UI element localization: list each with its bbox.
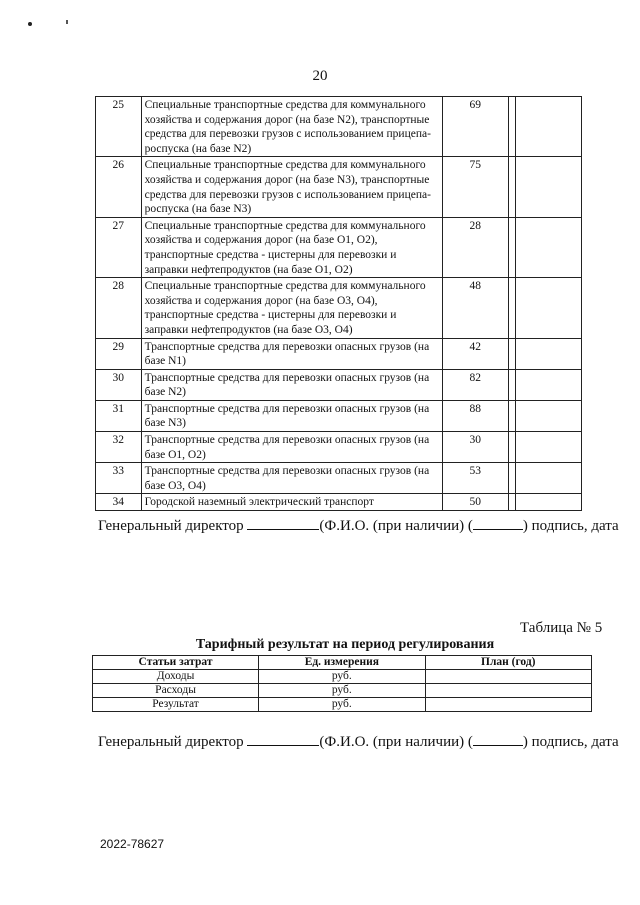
table-row (96, 369, 582, 400)
coefficient-value: 53 (442, 463, 508, 494)
empty-cell (508, 157, 515, 217)
unit-cell: руб. (259, 670, 425, 684)
row-number: 27 (96, 217, 142, 277)
coefficient-value: 82 (442, 369, 508, 400)
cost-item: Доходы (93, 670, 259, 684)
table-row (96, 157, 582, 217)
cost-item: Результат (93, 698, 259, 712)
blank-line (247, 732, 319, 746)
signature-date-label: ) подпись, дата (522, 734, 619, 750)
coefficient-value: 75 (442, 157, 508, 217)
vehicle-category-table (95, 96, 582, 511)
table-title: Тарифный результат на период регулирования (195, 637, 495, 652)
empty-cell (508, 494, 515, 511)
coefficient-value: 69 (442, 97, 508, 157)
empty-cell (515, 97, 581, 157)
empty-cell (515, 338, 581, 369)
page-number: 20 (312, 68, 328, 84)
table-label: Таблица № 5 (520, 620, 603, 636)
empty-cell (515, 494, 581, 511)
empty-cell (508, 400, 515, 431)
column-header: Статьи затрат (93, 656, 259, 670)
scan-mark (66, 20, 68, 24)
empty-cell (515, 369, 581, 400)
vehicle-category: Транспортные средства для перевозки опасных грузов (на базе O3, O4) (141, 463, 442, 494)
empty-cell (515, 400, 581, 431)
empty-cell (508, 369, 515, 400)
unit-cell: руб. (259, 684, 425, 698)
signature-line-1 (98, 516, 619, 535)
signature-date-label: ) подпись, дата (522, 518, 619, 534)
vehicle-category: Транспортные средства для перевозки опасных грузов (на базе N2) (141, 369, 442, 400)
unit-cell: руб. (259, 698, 425, 712)
row-number: 26 (96, 157, 142, 217)
empty-cell (508, 338, 515, 369)
column-header: План (год) (425, 656, 592, 670)
vehicle-category: Специальные транспортные средства для коммунального хозяйства и содержания дорог (на базе O1, O2), транспортные средства - цистерны для перевозки и заправки нефтепродуктов (на базе O1, O2) (141, 217, 442, 277)
empty-cell (515, 157, 581, 217)
plan-cell (425, 698, 592, 712)
coefficient-value: 50 (442, 494, 508, 511)
table-row (93, 698, 592, 712)
vehicle-category: Специальные транспортные средства для коммунального хозяйства и содержания дорог (на базе N3), транспортные средства для перевозки грузов с использованием прицепа-роспуска (на базе N3) (141, 157, 442, 217)
vehicle-category: Транспортные средства для перевозки опасных грузов (на базе O1, O2) (141, 432, 442, 463)
coefficient-value: 30 (442, 432, 508, 463)
coefficient-value: 88 (442, 400, 508, 431)
empty-cell (515, 463, 581, 494)
tariff-result-table (92, 655, 592, 712)
signature-line-2 (98, 732, 619, 751)
empty-cell (508, 97, 515, 157)
table-row (96, 432, 582, 463)
table-row (96, 338, 582, 369)
table-row (96, 463, 582, 494)
row-number: 29 (96, 338, 142, 369)
row-number: 31 (96, 400, 142, 431)
vehicle-category: Транспортные средства для перевозки опасных грузов (на базе N1) (141, 338, 442, 369)
empty-cell (515, 278, 581, 338)
empty-cell (515, 432, 581, 463)
fio-label: (Ф.И.О. (при наличии) ( (319, 518, 473, 534)
document-id: 2022-78627 (100, 837, 165, 851)
vehicle-category: Городской наземный электрический транспорт (141, 494, 442, 511)
director-label: Генеральный директор (98, 518, 244, 534)
empty-cell (508, 217, 515, 277)
row-number: 34 (96, 494, 142, 511)
blank-line (473, 732, 523, 746)
row-number: 32 (96, 432, 142, 463)
plan-cell (425, 670, 592, 684)
coefficient-value: 42 (442, 338, 508, 369)
plan-cell (425, 684, 592, 698)
column-header: Ед. измерения (259, 656, 425, 670)
row-number: 30 (96, 369, 142, 400)
table-row (96, 400, 582, 431)
fio-label: (Ф.И.О. (при наличии) ( (319, 734, 473, 750)
scan-mark (28, 22, 32, 26)
coefficient-value: 48 (442, 278, 508, 338)
row-number: 28 (96, 278, 142, 338)
empty-cell (508, 432, 515, 463)
cost-item: Расходы (93, 684, 259, 698)
row-number: 33 (96, 463, 142, 494)
table-row (93, 684, 592, 698)
table-row (96, 97, 582, 157)
empty-cell (508, 463, 515, 494)
vehicle-category: Специальные транспортные средства для коммунального хозяйства и содержания дорог (на базе O3, O4), транспортные средства - цистерны для перевозки и заправки нефтепродуктов (на базе O3, O4) (141, 278, 442, 338)
row-number: 25 (96, 97, 142, 157)
empty-cell (515, 217, 581, 277)
blank-line (473, 516, 523, 530)
coefficient-value: 28 (442, 217, 508, 277)
table-row (96, 217, 582, 277)
table-row (93, 670, 592, 684)
table-row (96, 494, 582, 511)
vehicle-category: Специальные транспортные средства для коммунального хозяйства и содержания дорог (на базе N2), транспортные средства для перевозки грузов с использованием прицепа-роспуска (на базе N2) (141, 97, 442, 157)
director-label: Генеральный директор (98, 734, 244, 750)
blank-line (247, 516, 319, 530)
empty-cell (508, 278, 515, 338)
table-row (96, 278, 582, 338)
vehicle-category: Транспортные средства для перевозки опасных грузов (на базе N3) (141, 400, 442, 431)
